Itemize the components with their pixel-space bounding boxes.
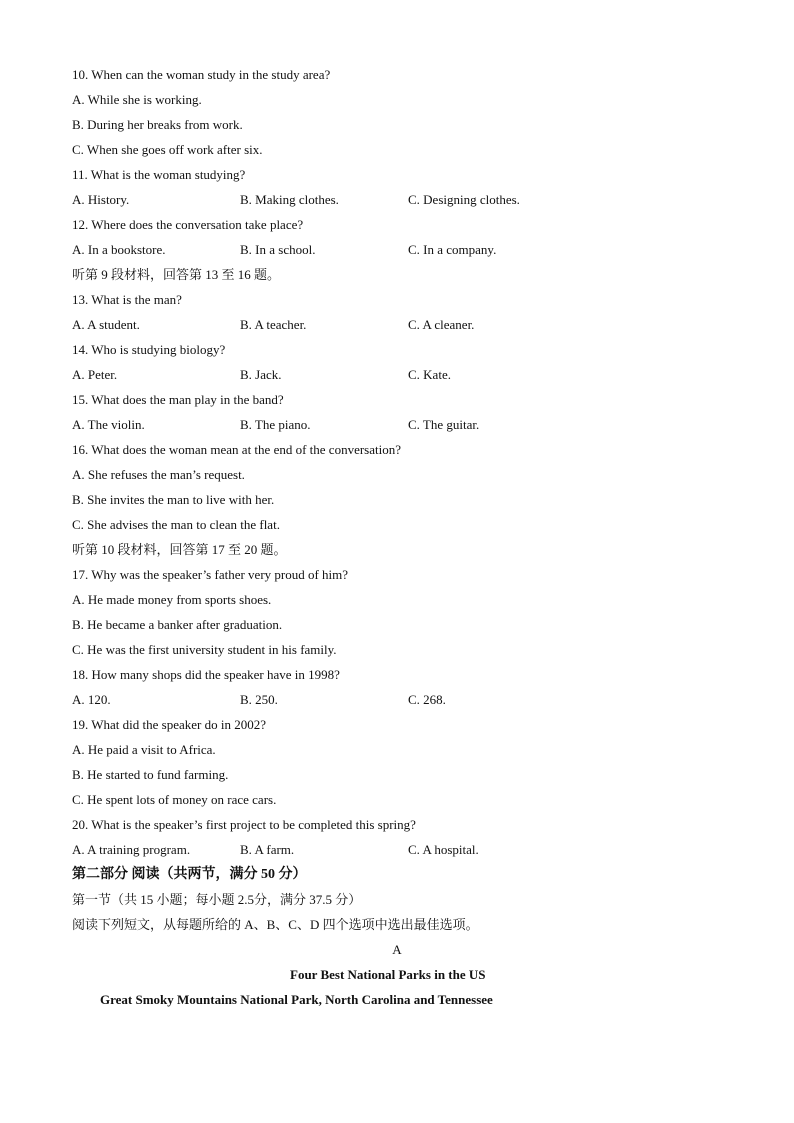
question-17-stem: 17. Why was the speaker’s father very proud of him? <box>72 567 349 582</box>
park-heading-row <box>72 987 732 1012</box>
question-11-option-c: C. Designing clothes. <box>408 192 520 207</box>
question-12-option-c: C. In a company. <box>408 242 497 257</box>
section-title-reading: 第二部分 阅读（共两节，满分 50 分） <box>72 867 307 882</box>
question-14-options <box>72 362 732 387</box>
question-19-option-c: C. He spent lots of money on race cars. <box>72 792 277 807</box>
question-16-stem: 16. What does the woman mean at the end of the conversation? <box>72 442 401 457</box>
park-heading: Great Smoky Mountains National Park, North Carolina and Tennessee <box>100 992 493 1007</box>
question-12-option-a: A. In a bookstore. <box>72 242 166 257</box>
passage-letter: A <box>392 942 402 957</box>
question-18-option-a: A. 120. <box>72 692 111 707</box>
passage-title-row <box>72 962 732 987</box>
question-16-option-a: A. She refuses the man’s request. <box>72 467 245 482</box>
question-18-option-b: B. 250. <box>240 692 278 707</box>
question-10-option-c: C. When she goes off work after six. <box>72 142 263 157</box>
question-20-stem: 20. What is the speaker’s first project to be completed this spring? <box>72 817 416 832</box>
question-11-options <box>72 187 732 212</box>
question-13-option-b: B. A teacher. <box>240 317 307 332</box>
question-14-option-c: C. Kate. <box>408 367 451 382</box>
sub-section-heading: 第一节（共 15 小题；每小题 2.5分，满分 37.5 分） <box>72 892 362 907</box>
question-17-option-a: A. He made money from sports shoes. <box>72 592 272 607</box>
question-19-stem: 19. What did the speaker do in 2002? <box>72 717 266 732</box>
question-14-option-a: A. Peter. <box>72 367 118 382</box>
question-15-option-b: B. The piano. <box>240 417 311 432</box>
question-18-options <box>72 687 732 712</box>
question-15-option-a: A. The violin. <box>72 417 145 432</box>
question-10-option-b: B. During her breaks from work. <box>72 117 243 132</box>
question-20-option-c: C. A hospital. <box>408 842 479 857</box>
reading-instruction: 阅读下列短文，从每题所给的 A、B、C、D 四个选项中选出最佳选项。 <box>72 917 479 932</box>
question-17-option-b: B. He became a banker after graduation. <box>72 617 283 632</box>
question-13-option-c: C. A cleaner. <box>408 317 475 332</box>
instruction-passage-9: 听第 9 段材料，回答第 13 至 16 题。 <box>72 267 281 282</box>
question-20-option-b: B. A farm. <box>240 842 295 857</box>
question-12-option-b: B. In a school. <box>240 242 316 257</box>
question-15-option-c: C. The guitar. <box>408 417 480 432</box>
question-19-option-b: B. He started to fund farming. <box>72 767 229 782</box>
question-12-stem: 12. Where does the conversation take place? <box>72 217 304 232</box>
passage-title: Four Best National Parks in the US <box>290 967 486 982</box>
question-15-options <box>72 412 732 437</box>
question-15-stem: 15. What does the man play in the band? <box>72 392 284 407</box>
question-13-options <box>72 312 732 337</box>
question-13-stem: 13. What is the man? <box>72 292 182 307</box>
question-10-option-a: A. While she is working. <box>72 92 202 107</box>
question-20-options <box>72 837 732 862</box>
question-13-option-a: A. A student. <box>72 317 140 332</box>
question-11-stem: 11. What is the woman studying? <box>72 167 246 182</box>
exam-page <box>72 62 732 1012</box>
question-11-option-b: B. Making clothes. <box>240 192 339 207</box>
question-11-option-a: A. History. <box>72 192 130 207</box>
question-12-options <box>72 237 732 262</box>
question-18-stem: 18. How many shops did the speaker have in 1998? <box>72 667 340 682</box>
question-10-stem: 10. When can the woman study in the study area? <box>72 67 331 82</box>
question-14-option-b: B. Jack. <box>240 367 282 382</box>
question-20-option-a: A. A training program. <box>72 842 191 857</box>
question-17-option-c: C. He was the first university student in his family. <box>72 642 337 657</box>
question-14-stem: 14. Who is studying biology? <box>72 342 226 357</box>
question-16-option-b: B. She invites the man to live with her. <box>72 492 275 507</box>
question-16-option-c: C. She advises the man to clean the flat. <box>72 517 280 532</box>
question-19-option-a: A. He paid a visit to Africa. <box>72 742 216 757</box>
question-18-option-c: C. 268. <box>408 692 446 707</box>
instruction-passage-10: 听第 10 段材料，回答第 17 至 20 题。 <box>72 542 287 557</box>
